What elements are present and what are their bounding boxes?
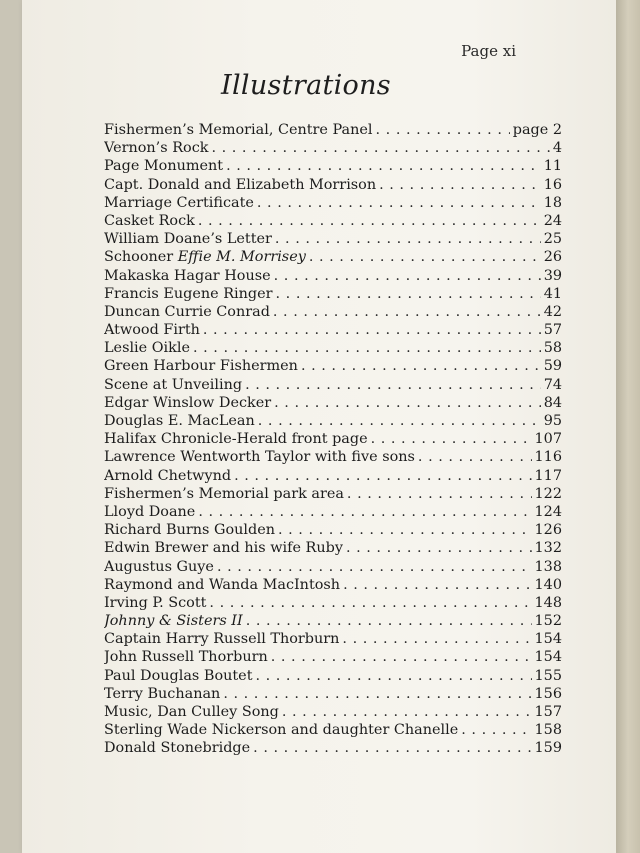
entry-page: 41 — [543, 285, 562, 302]
entry-page: 74 — [543, 376, 562, 393]
list-item — [104, 540, 562, 558]
list-item — [104, 468, 562, 486]
leader-dots — [273, 304, 541, 320]
list-item — [104, 322, 562, 340]
leader-dots — [276, 286, 541, 302]
list-item — [104, 704, 562, 722]
entry-page: page 2 — [512, 122, 562, 138]
list-item — [104, 595, 562, 613]
entry-page: 57 — [543, 322, 562, 339]
list-item — [104, 340, 562, 358]
leader-dots — [274, 268, 541, 284]
leader-dots — [198, 504, 531, 520]
list-item — [104, 304, 562, 322]
page-edge — [616, 0, 640, 853]
entry-page: 95 — [543, 413, 562, 429]
page-number: Page xi — [461, 42, 516, 60]
list-item — [104, 213, 562, 231]
entry-label: Fishermen’s Memorial, Centre Panel — [104, 122, 373, 138]
entry-page: 156 — [534, 685, 562, 702]
list-item — [104, 413, 562, 431]
entry-page: 59 — [543, 358, 562, 375]
entry-page: 154 — [534, 631, 562, 648]
entry-page: 140 — [534, 576, 562, 593]
entry-page: 107 — [534, 431, 562, 448]
list-item — [104, 158, 562, 176]
list-item — [104, 577, 562, 595]
leader-dots — [271, 649, 532, 665]
list-item — [104, 268, 562, 286]
list-item — [104, 286, 562, 304]
leader-dots — [347, 486, 532, 502]
entry-label: Richard Burns Goulden — [104, 522, 275, 539]
book-page — [22, 0, 616, 853]
entry-label: Lawrence Wentworth Taylor with five sons — [104, 449, 415, 466]
leader-dots — [209, 595, 531, 611]
entry-page: 24 — [543, 212, 562, 229]
entry-page: 4 — [552, 140, 562, 157]
leader-dots — [282, 704, 532, 720]
entry-label: Douglas E. MacLean — [104, 413, 255, 429]
list-item — [104, 740, 562, 758]
entry-label: Augustus Guye — [104, 558, 214, 575]
leader-dots — [346, 540, 532, 556]
entry-label: Edgar Winslow Decker — [104, 394, 272, 411]
entry-label: Casket Rock — [104, 212, 195, 229]
list-item — [104, 431, 562, 449]
entry-page: 126 — [534, 522, 562, 539]
entry-label: Irving P. Scott — [104, 594, 207, 611]
entry-label: Sterling Wade Nickerson and daughter Chanelle — [104, 722, 459, 739]
entry-page: 155 — [534, 667, 562, 684]
entry-page: 152 — [534, 613, 562, 630]
list-item — [104, 613, 562, 631]
entry-label: Makaska Hagar House — [104, 267, 271, 284]
entry-label: Lloyd Doane — [104, 503, 196, 520]
entry-label: Johnny & Sisters II — [104, 613, 243, 630]
list-item — [104, 358, 562, 376]
leader-dots — [371, 431, 532, 447]
list-item — [104, 649, 562, 667]
leader-dots — [343, 577, 531, 593]
leader-dots — [257, 195, 541, 211]
entry-label: Green Harbour Fishermen — [104, 358, 298, 375]
entry-page: 117 — [534, 467, 562, 484]
leader-dots — [376, 122, 510, 138]
entry-page: 124 — [534, 503, 562, 520]
leader-dots — [253, 740, 531, 756]
leader-dots — [418, 449, 532, 465]
leader-dots — [301, 358, 541, 374]
entry-page: 39 — [543, 267, 562, 284]
leader-dots — [223, 686, 531, 702]
entry-page: 25 — [543, 231, 562, 248]
list-item — [104, 122, 562, 140]
leader-dots — [275, 231, 541, 247]
entry-label: Edwin Brewer and his wife Ruby — [104, 540, 343, 557]
entry-page: 58 — [543, 340, 562, 357]
entry-label: William Doane’s Letter — [104, 231, 272, 248]
illustrations-list — [104, 122, 562, 759]
entry-page: 148 — [534, 594, 562, 611]
entry-page: 138 — [534, 558, 562, 575]
entry-label: John Russell Thorburn — [104, 649, 268, 666]
entry-label: Halifax Chronicle-Herald front page — [104, 431, 368, 448]
entry-page: 132 — [534, 540, 562, 557]
leader-dots — [255, 668, 531, 684]
leader-dots — [211, 140, 549, 156]
entry-label: Schooner Effie M. Morrisey — [104, 249, 306, 266]
list-item — [104, 522, 562, 540]
leader-dots — [461, 722, 531, 738]
list-item — [104, 504, 562, 522]
entry-label: Arnold Chetwynd — [104, 467, 232, 484]
entry-label: Captain Harry Russell Thorburn — [104, 631, 340, 648]
page-title: Illustrations — [221, 70, 391, 101]
entry-label: Marriage Certificate — [104, 194, 254, 211]
entry-page: 122 — [534, 485, 562, 502]
leader-dots — [258, 413, 541, 429]
leader-dots — [274, 395, 541, 411]
list-item — [104, 140, 562, 158]
entry-page: 18 — [543, 194, 562, 211]
list-item — [104, 449, 562, 467]
leader-dots — [245, 377, 541, 393]
list-item — [104, 231, 562, 249]
entry-page: 16 — [543, 176, 562, 193]
entry-label: Terry Buchanan — [104, 685, 221, 702]
entry-page: 116 — [534, 449, 562, 466]
entry-page: 158 — [534, 722, 562, 739]
entry-label: Paul Douglas Boutet — [104, 667, 253, 684]
leader-dots — [342, 631, 531, 647]
entry-page: 26 — [543, 249, 562, 266]
leader-dots — [217, 559, 532, 575]
entry-page: 159 — [534, 740, 562, 757]
entry-label: Vernon’s Rock — [104, 140, 209, 157]
entry-label: Raymond and Wanda MacIntosh — [104, 576, 341, 593]
entry-page: 157 — [534, 704, 562, 720]
list-item — [104, 249, 562, 267]
entry-label: Leslie Oikle — [104, 340, 190, 357]
entry-page: 154 — [534, 649, 562, 666]
entry-label: Duncan Currie Conrad — [104, 303, 270, 320]
leader-dots — [234, 468, 531, 484]
entry-label: Francis Eugene Ringer — [104, 285, 273, 302]
entry-label: Fishermen’s Memorial park area — [104, 485, 344, 502]
leader-dots — [198, 213, 541, 229]
leader-dots — [203, 322, 541, 338]
leader-dots — [193, 340, 541, 356]
list-item — [104, 195, 562, 213]
entry-page: 84 — [543, 394, 562, 411]
leader-dots — [379, 177, 541, 193]
entry-page: 42 — [543, 303, 562, 320]
entry-label: Capt. Donald and Elizabeth Morrison — [104, 176, 377, 193]
list-item — [104, 631, 562, 649]
entry-label: Page Monument — [104, 158, 224, 175]
entry-page: 11 — [543, 158, 562, 175]
entry-label: Atwood Firth — [104, 322, 200, 339]
entry-label: Scene at Unveiling — [104, 376, 243, 393]
entry-label: Donald Stonebridge — [104, 740, 251, 757]
leader-dots — [246, 613, 532, 629]
entry-label: Music, Dan Culley Song — [104, 704, 279, 720]
list-item — [104, 395, 562, 413]
leader-dots — [309, 249, 541, 265]
list-item — [104, 177, 562, 195]
list-item — [104, 686, 562, 704]
list-item — [104, 559, 562, 577]
list-item — [104, 668, 562, 686]
list-item — [104, 377, 562, 395]
list-item — [104, 722, 562, 740]
list-item — [104, 486, 562, 504]
leader-dots — [278, 522, 532, 538]
leader-dots — [226, 158, 541, 174]
